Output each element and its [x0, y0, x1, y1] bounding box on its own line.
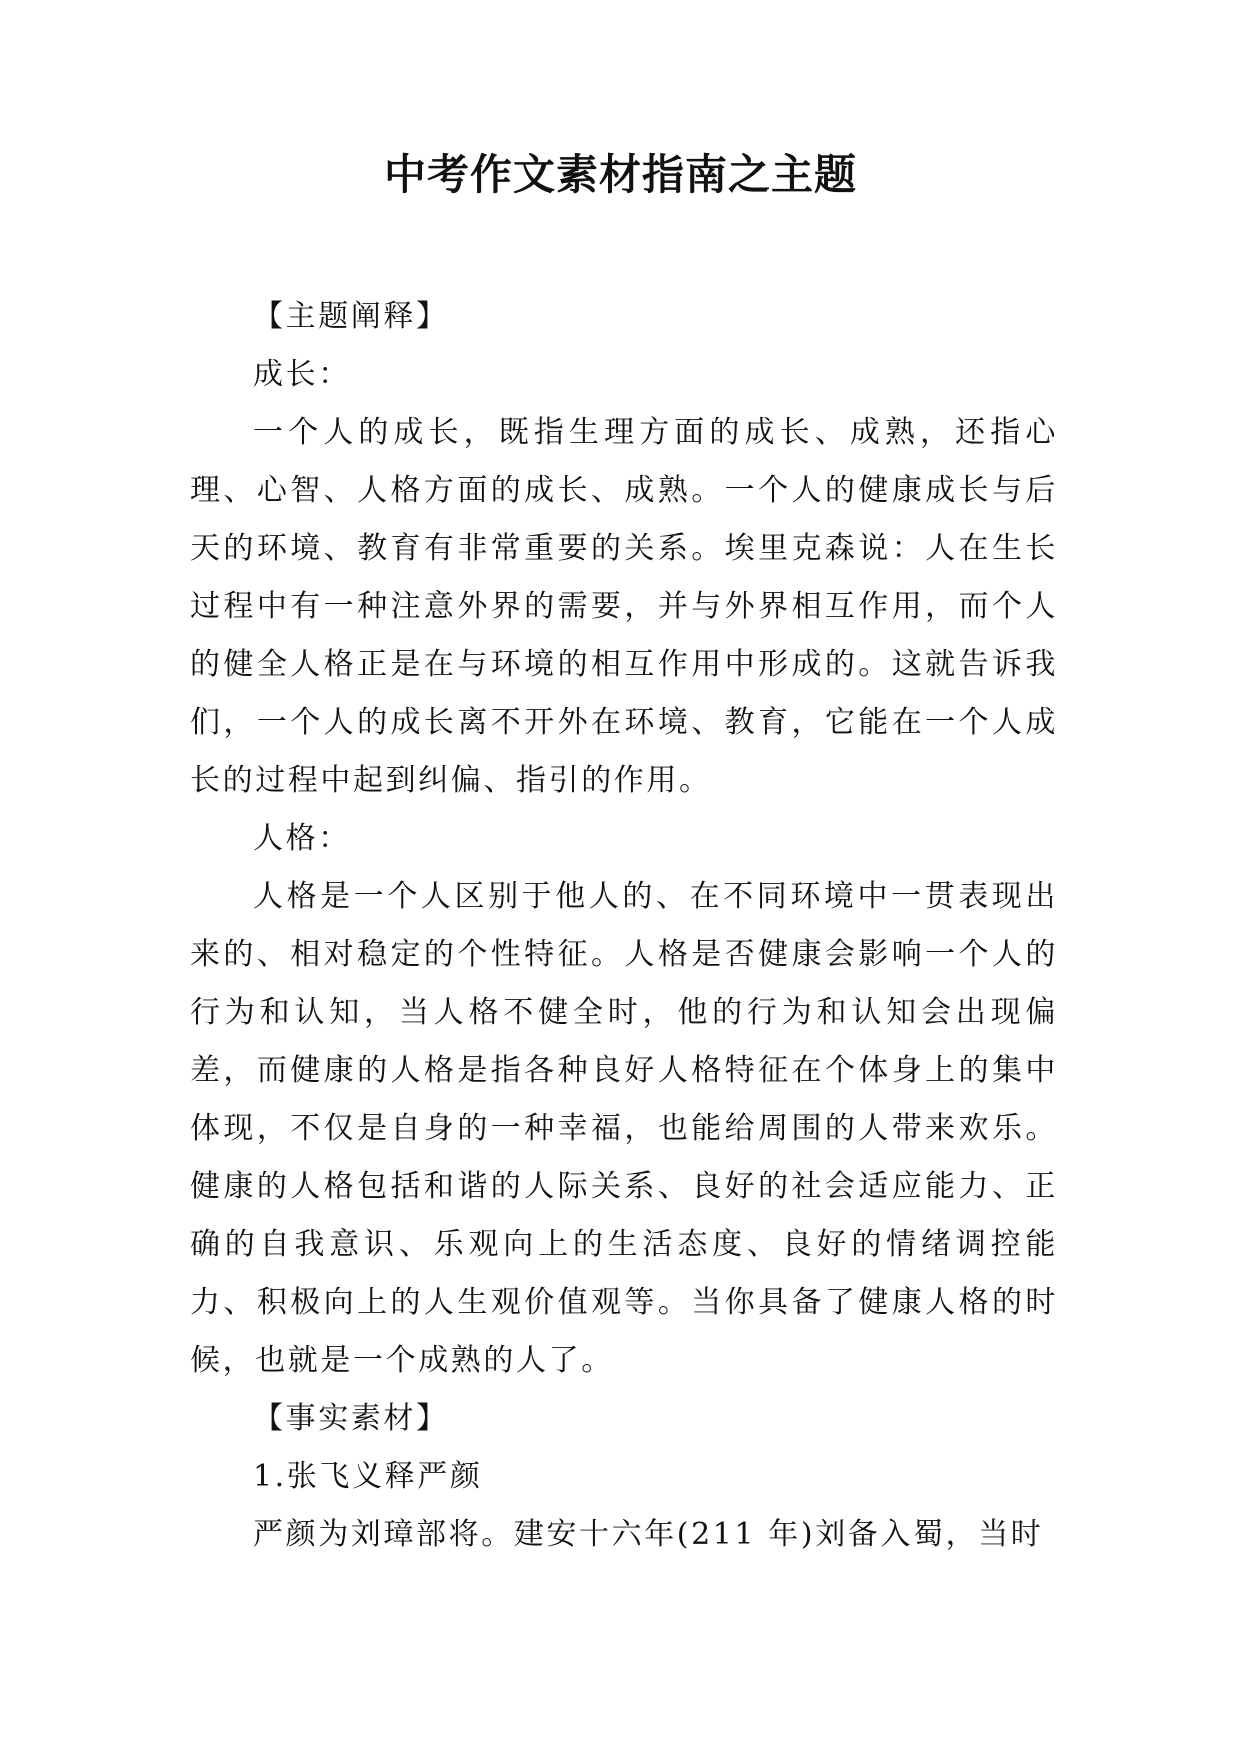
- fact-item-paragraph: 严颜为刘璋部将。建安十六年(211 年)刘备入蜀，当时: [253, 1517, 1044, 1552]
- paragraph-growth: 一个人的成长，既指生理方面的成长、成熟，还指心理、心智、人格方面的成长、成熟。一个人的健康成长与后天的环境、教育有非常重要的关系。埃里克森说：人在生长过程中有一种注意外界的需要，并与外界相互作用，而个人的健全人格正是在与环境的相互作用中形成的。这就告诉我们，一个人的成长离不开外在环境、教育，它能在一个人成长的过程中起到纠偏、指引的作用。: [190, 415, 1058, 798]
- document-title: 中考作文素材指南之主题: [383, 150, 857, 199]
- fact-item-title: 1.张飞义释严颜: [253, 1459, 483, 1494]
- section-heading-facts: 【事实素材】: [253, 1401, 449, 1436]
- subheading-growth: 成长：: [253, 357, 351, 392]
- section-heading-theme: 【主题阐释】: [253, 299, 449, 334]
- paragraph-personality: 人格是一个人区别于他人的、在不同环境中一贯表现出来的、相对稳定的个性特征。人格是否健康会影响一个人的行为和认知，当人格不健全时，他的行为和认知会出现偏差，而健康的人格是指各种良好人格特征在个体身上的集中体现，不仅是自身的一种幸福，也能给周围的人带来欢乐。健康的人格包括和谐的人际关系、良好的社会适应能力、正确的自我意识、乐观向上的生活态度、良好的情绪调控能力、积极向上的人生观价值观等。当你具备了健康人格的时候，也就是一个成熟的人了。: [190, 879, 1058, 1378]
- document-body: [190, 288, 1058, 1564]
- subheading-personality: 人格：: [253, 821, 351, 856]
